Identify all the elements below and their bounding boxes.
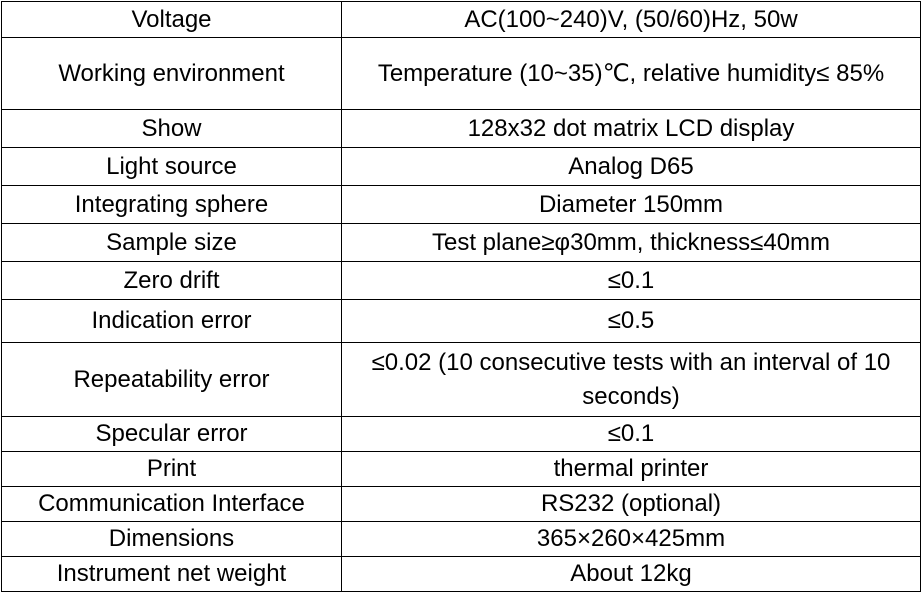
table-row	[2, 417, 921, 452]
parameter-cell: Indication error	[2, 300, 342, 343]
parameter-cell: Dimensions	[2, 522, 342, 557]
table-row	[2, 262, 921, 300]
table-row	[2, 557, 921, 592]
table-row	[2, 343, 921, 417]
table-row	[2, 38, 921, 110]
table-row	[2, 148, 921, 186]
specifications-table	[1, 1, 921, 592]
parameter-cell: Communication Interface	[2, 487, 342, 522]
parameter-cell: Integrating sphere	[2, 186, 342, 224]
value-cell: Temperature (10~35)℃, relative humidity≤ 85%	[342, 38, 921, 110]
value-cell: AC(100~240)V, (50/60)Hz, 50w	[342, 2, 921, 38]
table-row	[2, 522, 921, 557]
parameter-cell: Zero drift	[2, 262, 342, 300]
parameter-cell: Voltage	[2, 2, 342, 38]
table-row	[2, 186, 921, 224]
table-row	[2, 300, 921, 343]
table-row	[2, 2, 921, 38]
value-cell: Test plane≥φ30mm, thickness≤40mm	[342, 224, 921, 262]
value-cell: 365×260×425mm	[342, 522, 921, 557]
parameter-cell: Specular error	[2, 417, 342, 452]
parameter-cell: Working environment	[2, 38, 342, 110]
value-cell: thermal printer	[342, 452, 921, 487]
value-cell: ≤0.1	[342, 262, 921, 300]
parameter-cell: Light source	[2, 148, 342, 186]
parameter-cell: Show	[2, 110, 342, 148]
parameter-cell: Repeatability error	[2, 343, 342, 417]
table-row	[2, 110, 921, 148]
parameter-cell: Sample size	[2, 224, 342, 262]
value-cell: 128x32 dot matrix LCD display	[342, 110, 921, 148]
value-cell: ≤0.1	[342, 417, 921, 452]
value-cell: ≤0.02 (10 consecutive tests with an interval of 10 seconds)	[342, 343, 921, 417]
value-cell: Analog D65	[342, 148, 921, 186]
value-cell: About 12kg	[342, 557, 921, 592]
table-row	[2, 452, 921, 487]
table-row	[2, 224, 921, 262]
table-row	[2, 487, 921, 522]
parameter-cell: Instrument net weight	[2, 557, 342, 592]
value-cell: RS232 (optional)	[342, 487, 921, 522]
parameter-cell: Print	[2, 452, 342, 487]
value-cell: ≤0.5	[342, 300, 921, 343]
value-cell: Diameter 150mm	[342, 186, 921, 224]
